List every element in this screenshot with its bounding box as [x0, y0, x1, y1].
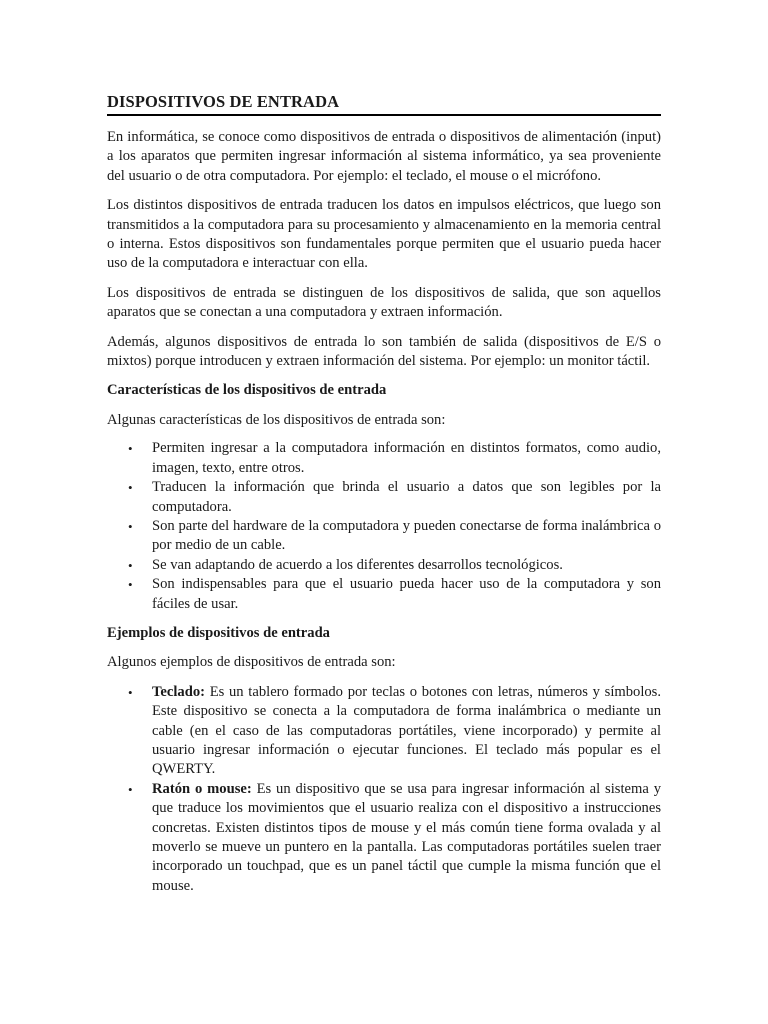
example-term: Teclado: [152, 683, 205, 700]
examples-list [107, 683, 661, 896]
bullet-icon: • [128, 441, 133, 457]
heading-examples: Ejemplos de dispositivos de entrada [107, 624, 330, 641]
example-description: Es un dispositivo que se usa para ingresar información al sistema y que traduce los movimientos que el usuario realiza con el dispositivo a instrucciones concretas. Existen distintos tipos de mouse y el más común tiene forma ovalada y al moverlo se mueve un puntero en la pantalla. Las computadoras portátiles suelen traer incorporado un touchpad, que es un panel táctil que cumple la misma función que el mouse. [152, 780, 661, 894]
bullet-icon: • [128, 781, 133, 797]
paragraph-intro: En informática, se conoce como dispositivos de entrada o dispositivos de alimentación (input) a los aparatos que permiten ingresar información al sistema informático, ya sea proveniente del usuario o de otra computadora. Por ejemplo: el teclado, el mouse o el micrófono. [107, 129, 661, 184]
example-description: Es un tablero formado por teclas o botones con letras, números y símbolos. Este dispositivo se conecta a la computadora de forma inalámbrica o mediante un cable (en el caso de las computadoras portátiles, viene incorporado) y permite al usuario ingresar información o ejecutar funciones. El teclado más popular es el QWERTY. [152, 683, 661, 778]
paragraph-distinction: Los dispositivos de entrada se distinguen de los dispositivos de salida, que son aquellos aparatos que se conectan a una computadora y extraen información. [107, 284, 661, 321]
list-item-mouse [107, 780, 661, 896]
list-item [107, 478, 661, 517]
list-item [107, 517, 661, 556]
document-page [107, 92, 661, 906]
characteristics-list [107, 439, 661, 614]
list-item-text: Traducen la información que brinda el usuario a datos que son legibles por la computadora. [152, 479, 661, 515]
list-item-keyboard [107, 683, 661, 780]
list-item [107, 575, 661, 614]
bullet-icon: • [128, 518, 133, 534]
document-title: DISPOSITIVOS DE ENTRADA [107, 92, 661, 116]
heading-characteristics: Características de los dispositivos de entrada [107, 382, 387, 399]
list-item [107, 556, 661, 575]
list-item-text: Son indispensables para que el usuario pueda hacer uso de la computadora y son fáciles de usar. [152, 576, 661, 612]
paragraph-mixed-devices: Además, algunos dispositivos de entrada lo son también de salida (dispositivos de E/S o mixtos) porque introducen y extraen información del sistema. Por ejemplo: un monitor táctil. [107, 333, 661, 370]
bullet-icon: • [128, 557, 133, 573]
examples-intro: Algunos ejemplos de dispositivos de entrada son: [107, 654, 396, 671]
list-item [107, 439, 661, 478]
list-item-text: Se van adaptando de acuerdo a los diferentes desarrollos tecnológicos. [152, 556, 563, 573]
list-item-text: Permiten ingresar a la computadora información en distintos formatos, como audio, imagen, texto, entre otros. [152, 440, 661, 476]
paragraph-translation: Los distintos dispositivos de entrada traducen los datos en impulsos eléctricos, que luego son transmitidos a la computadora para su procesamiento y almacenamiento en la memoria central o interna. Estos dispositivos son fundamentales porque permiten que el usuario pueda hacer uso de la computadora e interactuar con ella. [107, 197, 661, 272]
bullet-icon: • [128, 684, 133, 700]
bullet-icon: • [128, 480, 133, 496]
characteristics-intro: Algunas características de los dispositivos de entrada son: [107, 411, 446, 428]
bullet-icon: • [128, 577, 133, 593]
example-term: Ratón o mouse: [152, 780, 252, 797]
list-item-text: Son parte del hardware de la computadora y pueden conectarse de forma inalámbrica o por medio de un cable. [152, 517, 661, 554]
